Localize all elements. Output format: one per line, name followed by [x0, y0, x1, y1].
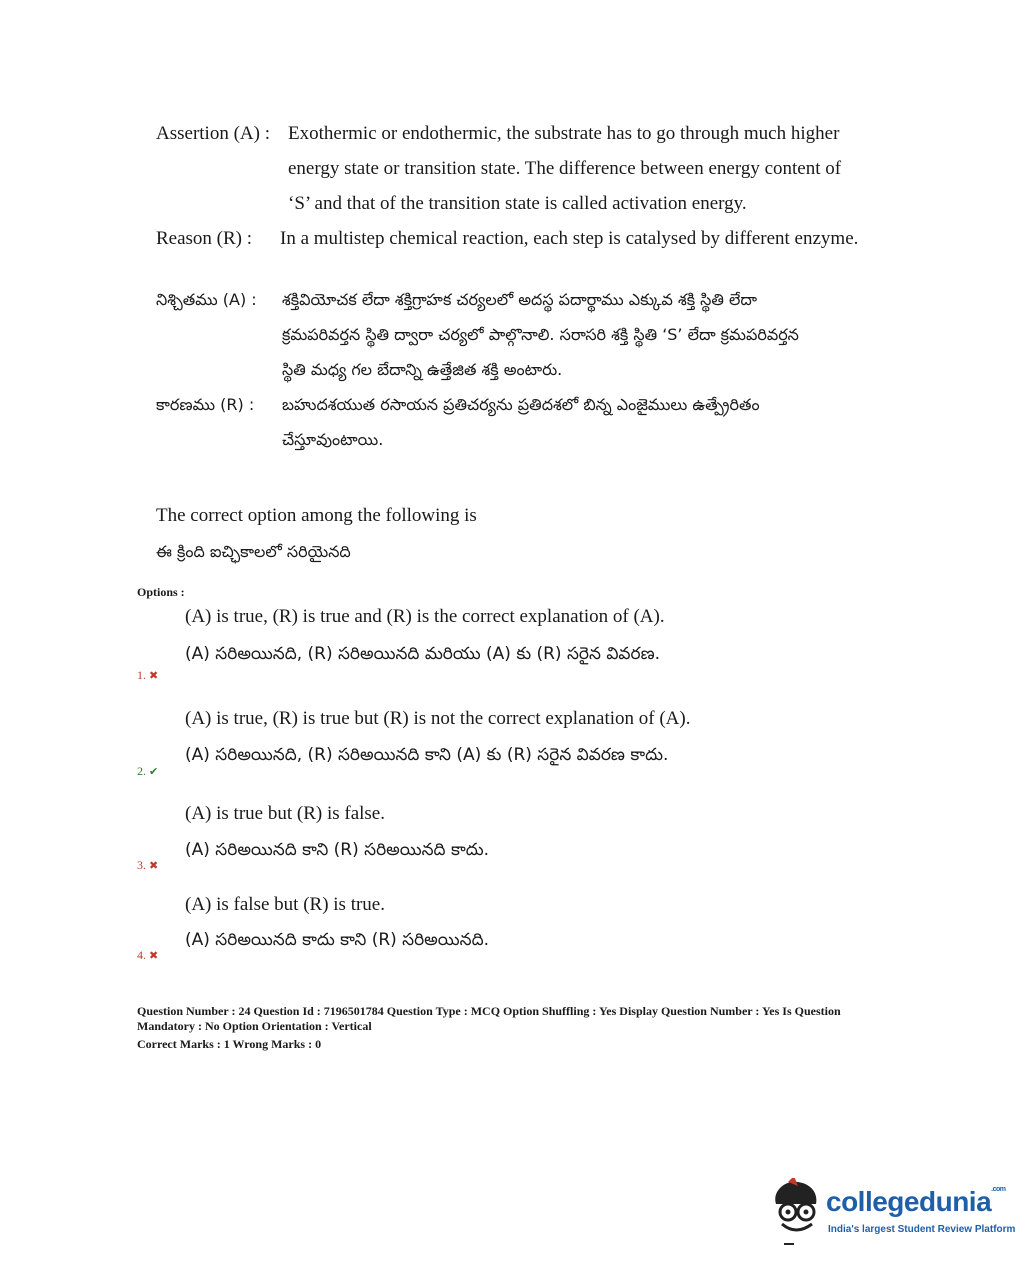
assertion-te [156, 282, 896, 457]
reason-text: In a multistep chemical reaction, each step is catalysed by different enzyme. [280, 228, 859, 249]
option-2-en[interactable]: (A) is true, (R) is true but (R) is not the correct explanation of (A). [185, 708, 691, 729]
assertion-en [156, 116, 896, 256]
option-4-en[interactable]: (A) is false but (R) is true. [185, 894, 385, 915]
reason-te-label: కారణము (R) : [156, 395, 255, 414]
logo-com: .com [991, 1186, 1006, 1193]
collegedunia-logo[interactable] [768, 1178, 1016, 1248]
option-1-number [137, 668, 158, 683]
assertion-line3: ‘S’ and that of the transition state is called activation energy. [288, 193, 747, 214]
option-4-num: 4. [137, 948, 146, 962]
assertion-line1: Exothermic or endothermic, the substrate has to go through much higher [288, 123, 840, 144]
reason-te-line2: చేస్తూవుంటాయి. [282, 430, 384, 449]
logo-tagline: India's largest Student Review Platform [828, 1224, 1016, 1235]
logo-wordmark [826, 1186, 1006, 1218]
prompt-te: ఈ క్రింది ఐచ్ఛికాలలో సరియైనది [156, 542, 351, 561]
meta-line3: Correct Marks : 1 Wrong Marks : 0 [137, 1037, 322, 1051]
option-4-wrong-icon: ✖ [149, 950, 159, 962]
option-1-en[interactable]: (A) is true, (R) is true and (R) is the correct explanation of (A). [185, 606, 665, 627]
option-4-te[interactable]: (A) సరిఅయినది కాదు కాని (R) సరిఅయినది. [185, 930, 489, 950]
option-1-num: 1. [137, 668, 146, 682]
option-3-en[interactable]: (A) is true but (R) is false. [185, 803, 385, 824]
reason-te-line1: బహుదశయుత రసాయన ప్రతిచర్యను ప్రతిదశలో బిన్న ఎంజైములు ఉత్ప్రేరితం [282, 395, 760, 414]
question-meta [137, 1004, 917, 1052]
option-2-num: 2. [137, 764, 146, 778]
option-3-number [137, 858, 158, 873]
option-2-number [137, 764, 158, 779]
assertion-te-label: నిశ్చితము (A) : [156, 290, 257, 309]
option-2-correct-icon: ✔ [149, 766, 159, 778]
option-1-te[interactable]: (A) సరిఅయినది, (R) సరిఅయినది మరియు (A) కు (R) సరైన వివరణ. [185, 644, 661, 664]
option-1-wrong-icon: ✖ [149, 670, 159, 682]
meta-line2: Mandatory : No Option Orientation : Vertical [137, 1019, 372, 1033]
assertion-te-line1: శక్తివియోచక లేదా శక్తిగ్రాహక చర్యలలో అదస్థ పదార్థాము ఎక్కువ శక్తి స్థితి లేదా [282, 290, 757, 309]
option-3-te[interactable]: (A) సరిఅయినది కాని (R) సరిఅయినది కాదు. [185, 840, 489, 860]
assertion-line2: energy state or transition state. The difference between energy content of [288, 158, 842, 179]
meta-line1: Question Number : 24 Question Id : 7196501784 Question Type : MCQ Option Shuffling : Yes Display Question Number : Yes Is Question [137, 1004, 841, 1018]
mascot-icon [768, 1178, 824, 1248]
prompt-en: The correct option among the following is [156, 505, 477, 526]
options-label: Options : [137, 585, 185, 599]
assertion-te-line3: స్థితి మధ్య గల బేదాన్ని ఉత్తేజిత శక్తి అంటారు. [282, 360, 563, 379]
logo-name: collegedunia [826, 1186, 992, 1217]
option-3-num: 3. [137, 858, 146, 872]
assertion-te-line2: క్రమపరివర్తన స్థితి ద్వారా చర్యలో పాల్గొనాలి. సరాసరి శక్తి స్థితి ‘S’ లేదా క్రమపరివర్తన [282, 325, 799, 344]
option-3-wrong-icon: ✖ [149, 860, 159, 872]
reason-label: Reason (R) : [156, 228, 253, 249]
option-2-te[interactable]: (A) సరిఅయినది, (R) సరిఅయినది కాని (A) కు (R) సరైన వివరణ కాదు. [185, 745, 669, 765]
option-4-number [137, 948, 158, 963]
assertion-label: Assertion (A) : [156, 123, 270, 144]
